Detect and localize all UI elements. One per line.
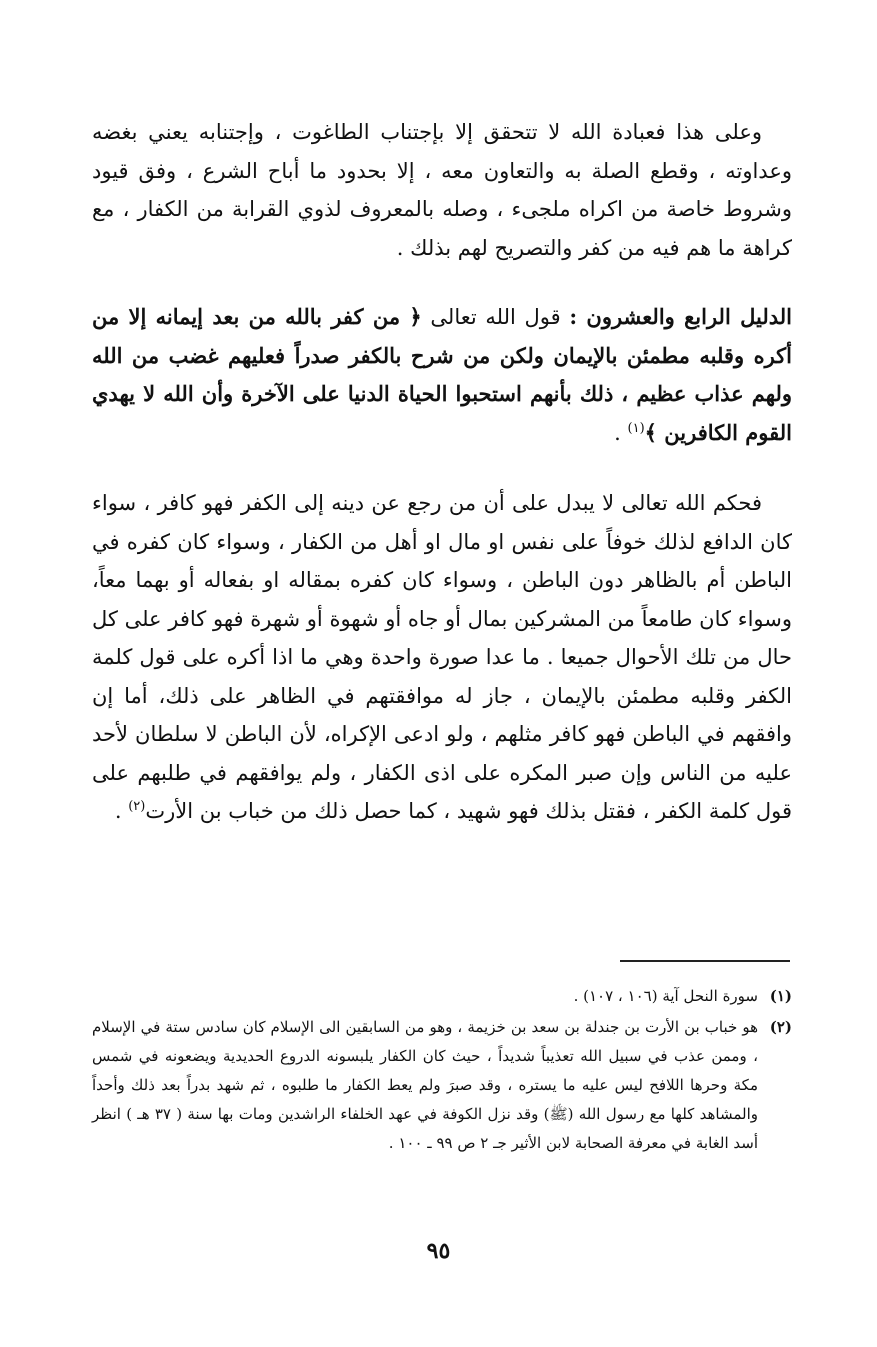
footnote-separator (620, 960, 790, 962)
footnote-2 (92, 1013, 792, 1158)
footnote-number: (٢) (769, 1018, 792, 1036)
quran-verse: ﴿ من كفر بالله من بعد إيمانه إلا من أكره وقلبه مطمئن بالإيمان ولكن من شرح بالكفر صدراً فعليهم غضب من الله ولهم عذاب عظيم ، ذلك بأنهم استحبوا الحياة الدنيا على الآخرة وأن الله لا يهدي القوم الكافرين ﴾ (92, 304, 792, 445)
paragraph-evidence-24 (92, 298, 792, 452)
evidence-heading: الدليل الرابع والعشرون : (569, 304, 793, 329)
paragraph-taghut (92, 113, 792, 267)
paragraph-text: وعلى هذا فعبادة الله لا تتحقق إلا بإجتناب الطاغوت ، وإجتنابه يعني بغضه وعداوته ، وقطع الصلة به والتعاون معه ، إلا بحدود ما أباح الشرع ، وفق قيود وشروط خاصة من اكراه ملجىء ، وصله بالمعروف لذوي القرابة من الكفار ، مع كراهة ما هم فيه من كفر والتصريح لهم بذلك . (92, 120, 792, 260)
paragraph-text: فحكم الله تعالى لا يبدل على أن من رجع عن دينه إلى الكفر فهو كافر ، سواء كان الدافع لذلك خوفاً على نفس او مال او أهل من الكفار ، وسواء كان كفره في الباطن أم بالظاهر دون الباطن ، وسواء كان كفره بمقاله او بفعاله أو بهما معاً، وسواء كان طامعاً من المشركين بمال أو جاه أو شهوة أو شهرة فهو كافر على كل حال من تلك الأحوال جميعا . ما عدا صورة واحدة وهي ما اذا أكره على قول كلمة الكفر وقلبه مطمئن بالإيمان ، جاز له موافقتهم في الظاهر على ذلك، أما إن وافقهم في الباطن فهو كافر مثلهم ، ولو ادعى الإكراه، لأن الباطن لا سلطان لأحد عليه من الناس وإن صبر المكره على اذى الكفار ، ولم يوافقهم في طلبهم على قول كلمة الكفر ، فقتل بذلك فهو شهيد ، كما حصل ذلك من خباب بن الأرت (92, 491, 792, 823)
footnote-text: هو خباب بن الأرت بن جندلة بن سعد بن خزيمة ، وهو من السابقين الى الإسلام كان سادس ستة في الإسلام ، وممن عذب في سبيل الله تعذيباً شديداً ، حيث كان الكفار يلبسونه الدروع الحديدية ويضعونه في شمس مكة وحرها اللافح ليس عليه ما يستره ، وقد صبرَ ولم يعط الكفار ما طلبوه ، ثم شهد بدراً بعد ذلك وأحداً والمشاهد كلها مع رسول الله (ﷺ) وقد نزل الكوفة في عهد الخلفاء الراشدين ومات بها سنة ( ٣٧ هـ ) انظر أسد الغابة في معرفة الصحابة لابن الأثير جـ ٢ ص ٩٩ ـ ١٠٠ . (92, 1018, 758, 1152)
footnotes (92, 982, 792, 1160)
paragraph-end: . (114, 799, 129, 823)
evidence-intro: قول الله تعالى (430, 305, 561, 329)
paragraph-end: . (614, 420, 628, 445)
page-number: ٩٥ (426, 1238, 451, 1264)
footnote-ref-2[interactable]: (٢) (128, 799, 146, 814)
footnote-number: (١) (769, 987, 792, 1005)
paragraph-ruling (92, 484, 792, 831)
footnote-ref-1[interactable]: (١) (627, 420, 645, 436)
footnote-1 (92, 982, 792, 1011)
footnote-text: سورة النحل آية (١٠٦ ، ١٠٧) . (573, 987, 758, 1005)
